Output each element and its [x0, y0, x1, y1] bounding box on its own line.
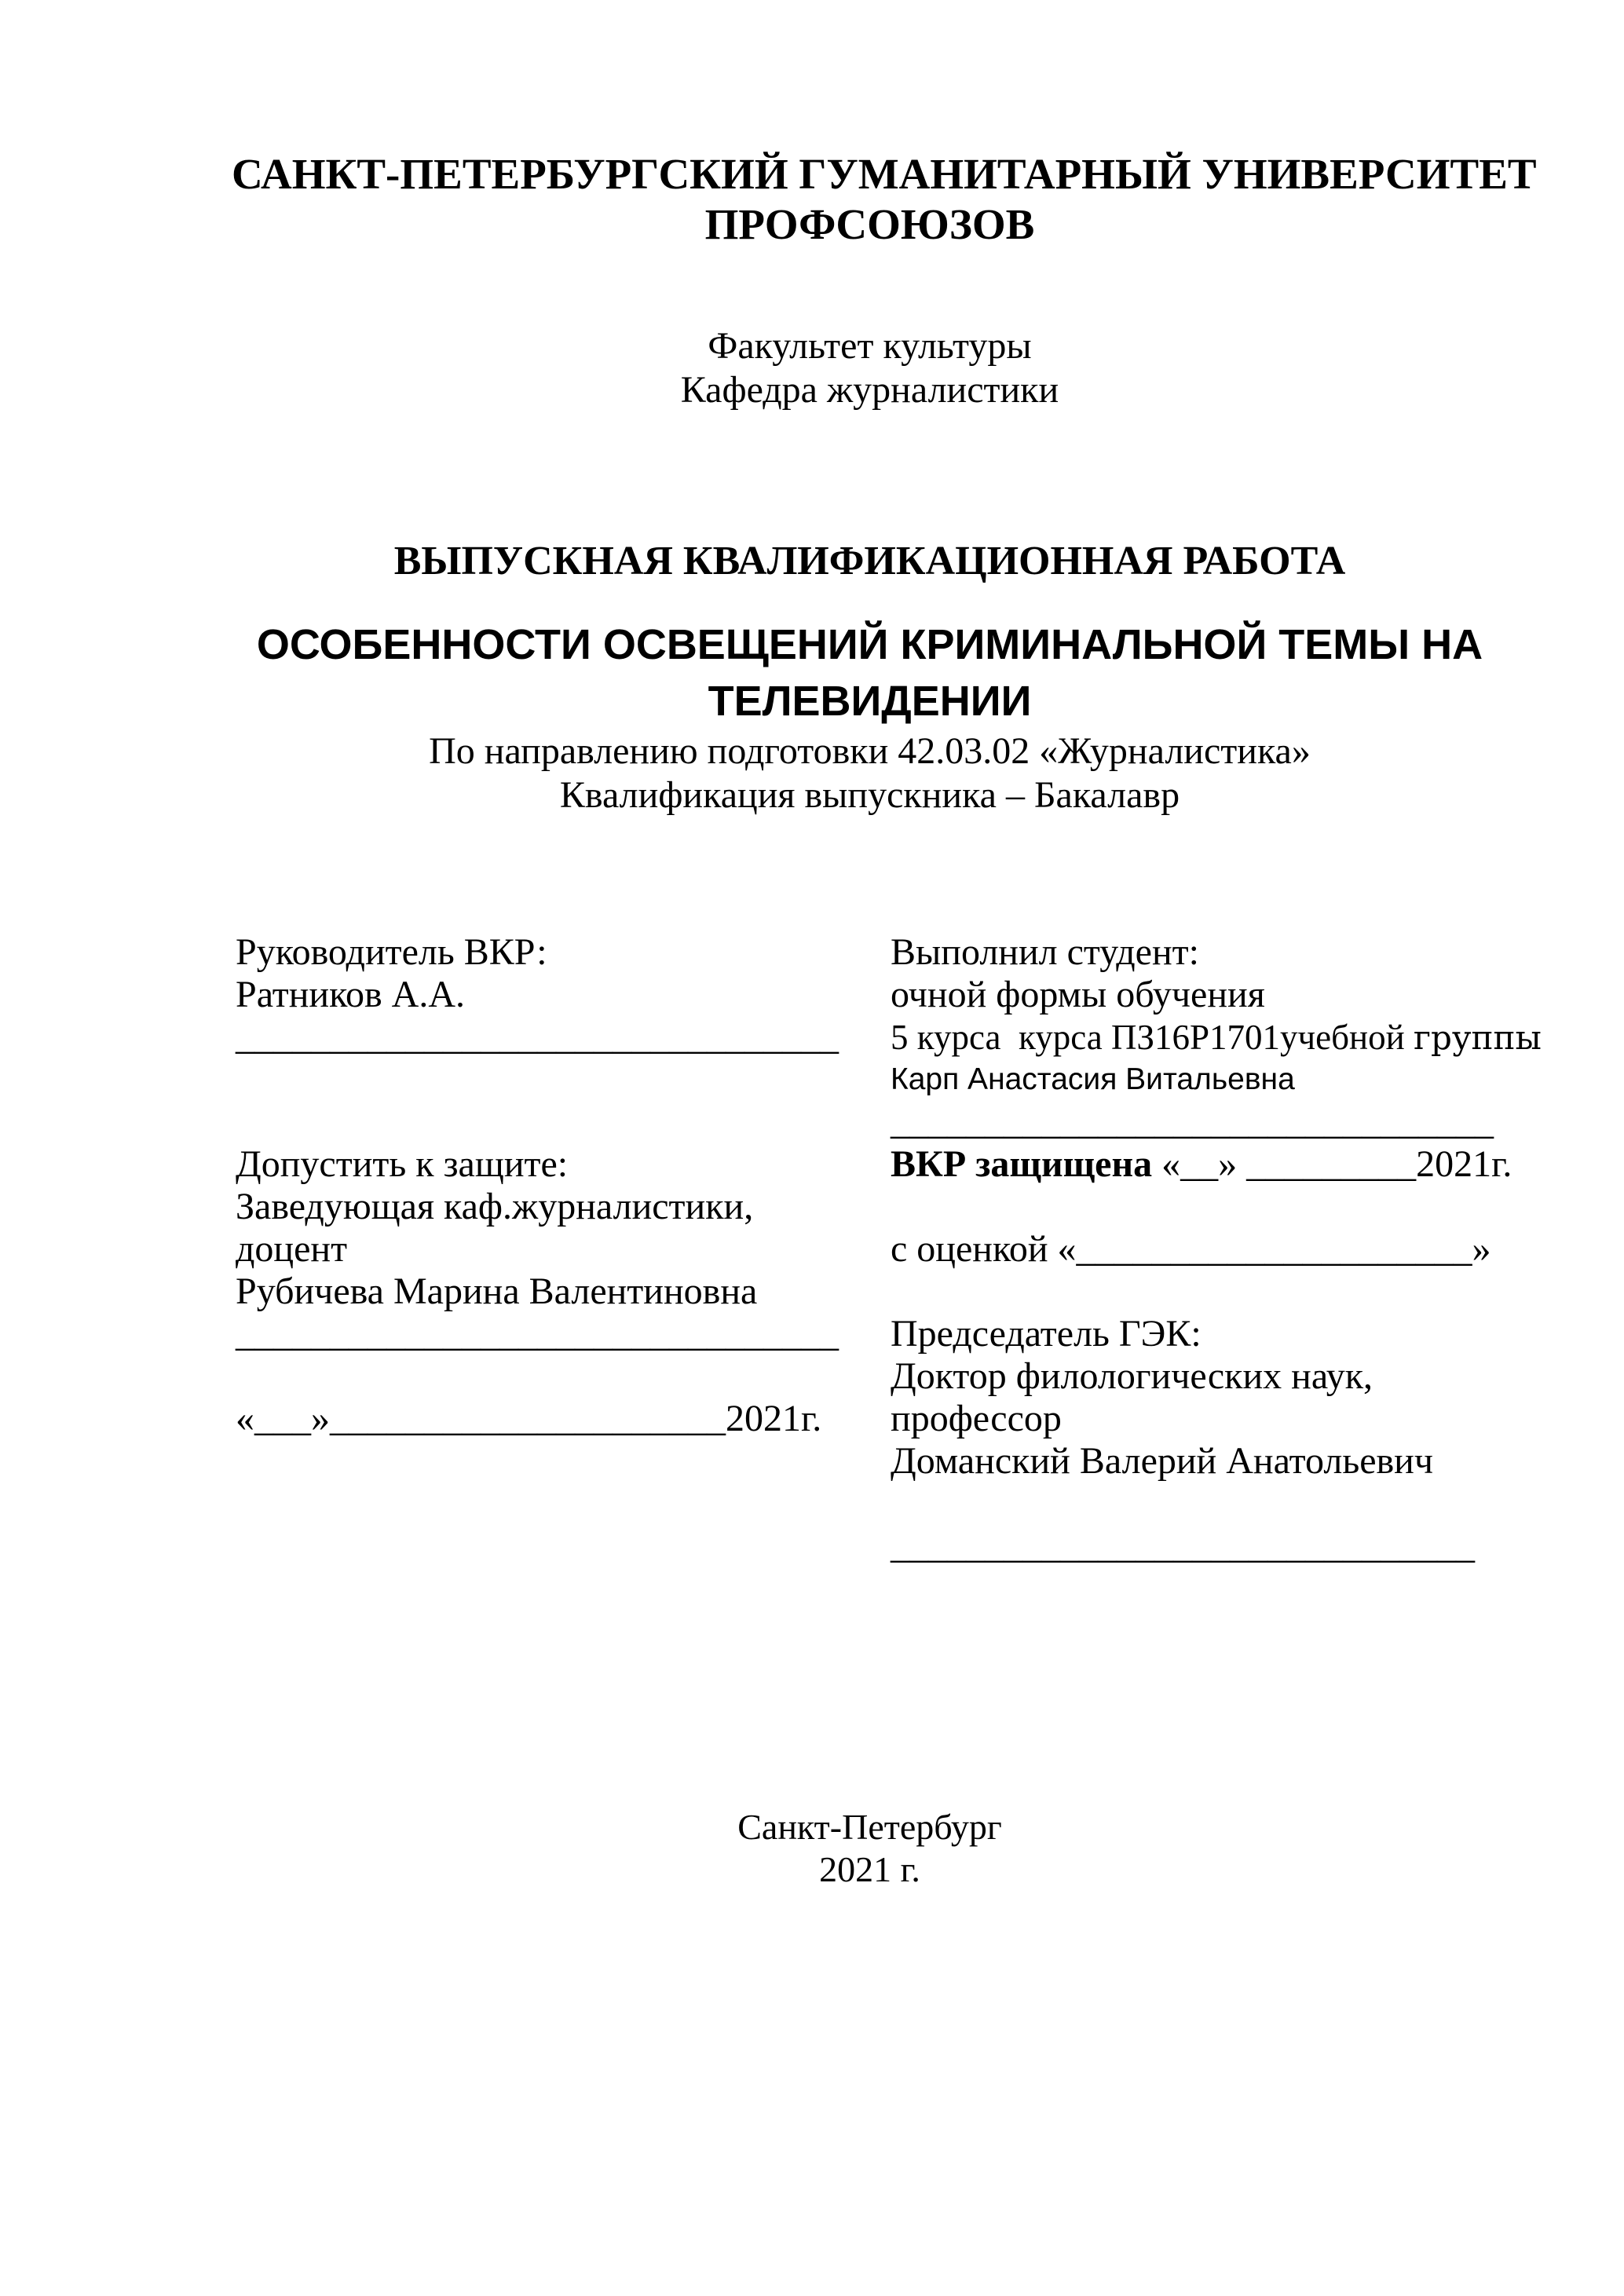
thesis-title: [232, 616, 1508, 729]
admit-position-line2: доцент: [236, 1228, 348, 1270]
spacer: [236, 1355, 891, 1398]
spacer: [891, 1483, 1542, 1525]
program-block: [232, 729, 1508, 817]
spacer: [236, 1058, 891, 1101]
spacer: [236, 1101, 891, 1143]
signatures-section: [232, 931, 1542, 1567]
supervisor-column: [232, 931, 891, 1567]
program-direction: По направлению подготовки 42.03.02 «Журналистика»: [429, 730, 1311, 772]
faculty-name: Факультет культуры: [708, 325, 1032, 367]
course-group-part2: группы: [1413, 1018, 1542, 1057]
defense-date-line: [891, 1143, 1542, 1186]
spacer: [891, 1186, 1542, 1228]
chairman-signature-line: _______________________________: [891, 1525, 1475, 1567]
thesis-title-line2: ТЕЛЕВИДЕНИИ: [708, 678, 1032, 725]
supervisor-role-label: Руководитель ВКР:: [236, 931, 547, 973]
admit-label: Допустить к защите:: [236, 1143, 569, 1185]
chairman-label: Председатель ГЭК:: [891, 1313, 1202, 1355]
graduate-qualification: Квалификация выпускника – Бакалавр: [559, 774, 1180, 816]
chairman-degree: Доктор филологических наук,: [891, 1355, 1373, 1397]
defense-date-blanks: «__» _________2021г.: [1152, 1143, 1512, 1185]
university-name: [232, 149, 1537, 250]
department-name: Кафедра журналистики: [680, 369, 1059, 411]
footer-year: 2021 г.: [819, 1849, 920, 1889]
grade-line: с оценкой «_____________________»: [891, 1228, 1491, 1270]
university-name-line2: ПРОФСОЮЗОВ: [704, 200, 1035, 248]
footer-block: [232, 1806, 1508, 1891]
supervisor-signature-line: ________________________________: [236, 1016, 839, 1058]
spacer: [891, 1270, 1542, 1313]
study-form: очной формы обучения: [891, 974, 1265, 1015]
student-name: Карп Анастасия Витальевна: [891, 1062, 1295, 1096]
course-group-part1: 5 курса курса ПЗ16Р1701учебной: [891, 1018, 1414, 1057]
university-name-line1: САНКТ-ПЕТЕРБУРГСКИЙ ГУМАНИТАРНЫЙ УНИВЕРСИТЕТ: [232, 150, 1537, 198]
supervisor-name: Ратников А.А.: [236, 974, 465, 1015]
student-column: [891, 931, 1542, 1567]
thesis-title-line1: ОСОБЕННОСТИ ОСВЕЩЕНИЙ КРИМИНАЛЬНОЙ ТЕМЫ НА: [256, 621, 1483, 668]
faculty-department-block: [232, 324, 1508, 412]
admit-signature-line: ________________________________: [236, 1313, 839, 1355]
defense-date-label: ВКР защищена: [891, 1143, 1153, 1185]
admit-date-line: «___»_____________________2021г.: [236, 1398, 822, 1439]
performed-label: Выполнил студент:: [891, 931, 1199, 973]
course-group-line: [891, 1016, 1542, 1058]
footer-city: Санкт-Петербург: [737, 1807, 1002, 1847]
student-signature-line: ________________________________: [891, 1101, 1494, 1143]
admit-position-line1: Заведующая каф.журналистики,: [236, 1186, 754, 1227]
chairman-title: профессор: [891, 1398, 1062, 1439]
admit-name: Рубичева Марина Валентиновна: [236, 1270, 758, 1312]
chairman-name: Доманский Валерий Анатольевич: [891, 1440, 1434, 1482]
work-type-heading: ВЫПУСКНАЯ КВАЛИФИКАЦИОННАЯ РАБОТА: [393, 539, 1346, 583]
